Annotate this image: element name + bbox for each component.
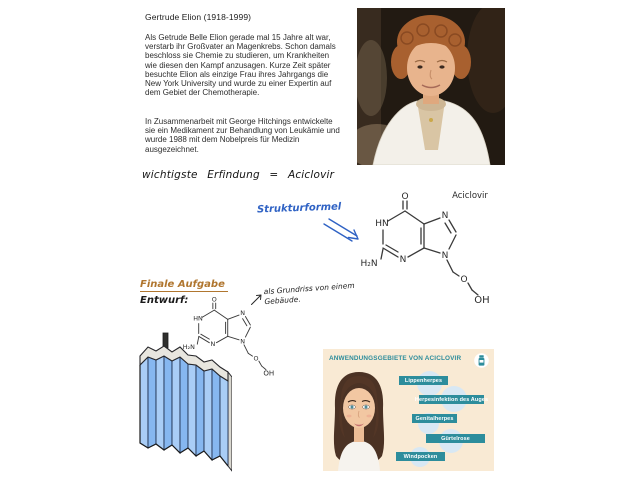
atom-hn: HN	[375, 219, 389, 229]
bio-paragraph-2: In Zusammenarbeit mit George Hitchings entwickelte sie ein Medikament zur Behandlung von Leukämie und wurde 1988 mit dem Nobelpreis für Medizin ausgezeichnet.	[145, 117, 340, 154]
label-herpesinfektion-des-auges: Herpesinfektion des Auges	[414, 396, 489, 403]
atom-n7: N	[441, 211, 449, 221]
molecule-name-label: Aciclovir	[452, 191, 488, 201]
label-windpocken: Windpocken	[396, 452, 445, 461]
note-arrow-icon	[250, 292, 264, 306]
label-guertelrose: Gürtelrose	[426, 434, 485, 443]
page-title: Gertrude Elion (1918-1999)	[145, 12, 252, 22]
floorplan-note-line-2: Gebäude.	[264, 294, 301, 306]
floorplan-note-line-1: als Grundriss von einem	[263, 280, 355, 297]
gertrude-elion-photo	[357, 8, 505, 165]
right-eye	[439, 65, 444, 68]
right-iris	[365, 406, 368, 409]
building-facade	[140, 356, 228, 466]
atom-n9: N	[441, 251, 449, 261]
right-blush	[366, 415, 371, 418]
building-side-face	[228, 372, 232, 471]
molecule-skeleton	[360, 192, 489, 305]
final-task-heading: Finale Aufgabe	[140, 279, 228, 292]
medicine-bottle-icon	[474, 353, 489, 368]
atom-ether-o: O	[460, 275, 468, 285]
woman-illustration	[328, 368, 390, 471]
label-genitalherpes: Genitalherpes	[412, 414, 457, 423]
building-sketch	[136, 331, 232, 477]
label-lippenherpes: Lippenherpes	[399, 376, 448, 385]
atom-n3: N	[399, 255, 407, 265]
infographic-title: ANWENDUNGSGEBIETE VON ACICLOVIR	[329, 355, 462, 362]
left-iris	[351, 406, 354, 409]
atom-oh: OH	[474, 295, 490, 305]
left-eye	[417, 65, 422, 68]
floorplan-note	[263, 281, 355, 306]
atom-h2n: H₂N	[360, 259, 378, 269]
atom-o: O	[401, 192, 409, 202]
face	[343, 388, 375, 428]
pendant	[429, 118, 433, 122]
bio-paragraph-1: Als Getrude Belle Elion gerade mal 15 Jahre alt war, verstarb ihr Großvater an Magenkrebs. Schon damals beschloss sie Chemie zu studieren, um Krankheiten wie diesen den Kampf anzusagen. Kurze Zeit später besuchte Elion als einzige Frau ihres Jahrgangs die New York University und wurde zu einer Expertin auf dem Gebiet der Chemotherapie.	[145, 33, 336, 98]
draft-label: Entwurf:	[140, 295, 189, 306]
structure-formula-label: Strukturformel	[256, 201, 342, 216]
aciclovir-structure-large	[358, 183, 495, 305]
invention-note: wichtigste Erfindung = Aciclovir	[142, 169, 335, 181]
infographic-panel	[323, 349, 494, 471]
left-blush	[346, 415, 351, 418]
